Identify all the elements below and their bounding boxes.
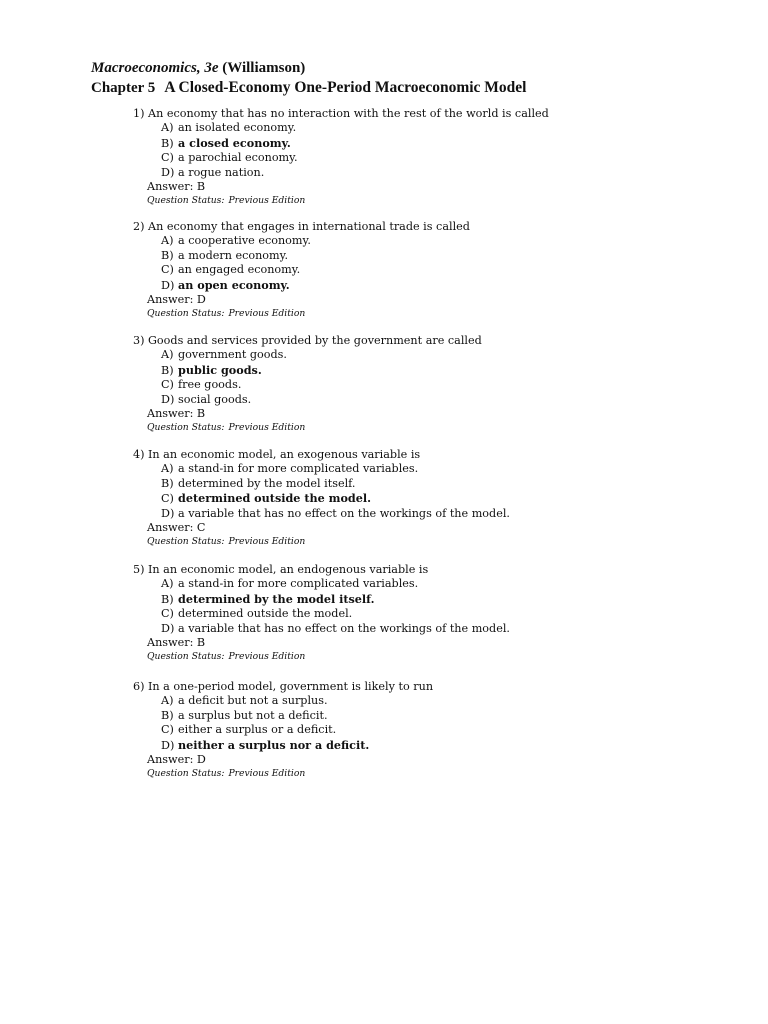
answer-option [161, 263, 553, 277]
option-text: a stand-in for more complicated variables. [178, 462, 419, 476]
option-letter: C) [161, 607, 174, 621]
question-block [133, 448, 553, 549]
question-number: 6) [133, 680, 145, 693]
answer-key: Answer: C [147, 521, 206, 535]
status-label: Question Status: [147, 308, 225, 320]
status-label: Question Status: [147, 536, 225, 548]
status-label: Question Status: [147, 422, 225, 434]
question-text: In an economic model, an endogenous variable is [148, 563, 429, 576]
option-text: an engaged economy. [178, 263, 301, 277]
answer-key: Answer: D [147, 293, 206, 307]
question-number: 1) [133, 107, 145, 120]
status-value: Previous Edition [228, 195, 306, 207]
option-text: social goods. [178, 392, 252, 406]
question-stem [133, 334, 553, 348]
option-letter: D) [161, 621, 175, 635]
answer-option [161, 166, 553, 180]
answer-option [161, 709, 553, 723]
status-label: Question Status: [147, 651, 225, 663]
answer-option [161, 136, 553, 151]
option-letter: A) [161, 234, 174, 248]
question-number: 4) [133, 448, 145, 461]
question-stem [133, 448, 553, 462]
answer-options [133, 577, 553, 636]
option-text: a variable that has no effect on the workings of the model. [178, 506, 510, 520]
book-header [91, 59, 305, 77]
answer-option [161, 234, 553, 248]
option-text: a cooperative economy. [178, 234, 311, 248]
option-letter: B) [161, 708, 174, 722]
answer-option [161, 151, 553, 165]
question-number: 2) [133, 220, 145, 233]
option-text: public goods. [178, 362, 262, 377]
answer-option [161, 363, 553, 378]
status-value: Previous Edition [228, 651, 306, 663]
answer-option [161, 378, 553, 392]
question-text: Goods and services provided by the government are called [148, 334, 482, 347]
option-letter: A) [161, 577, 174, 591]
option-letter: C) [161, 492, 174, 506]
option-letter: A) [161, 121, 174, 135]
status-value: Previous Edition [228, 768, 306, 780]
question-text: An economy that engages in international trade is called [148, 220, 470, 233]
option-letter: D) [161, 278, 175, 292]
option-text: a surplus but not a deficit. [178, 708, 328, 722]
status-value: Previous Edition [228, 536, 306, 548]
answer-key: Answer: B [147, 636, 206, 650]
option-letter: B) [161, 476, 174, 490]
option-letter: D) [161, 738, 175, 752]
question-status [133, 307, 553, 321]
answer-option [161, 622, 553, 636]
answer-option [161, 491, 553, 506]
option-letter: B) [161, 248, 174, 262]
option-letter: A) [161, 348, 174, 362]
answer-option [161, 348, 553, 362]
question-number: 5) [133, 563, 145, 576]
question-block [133, 220, 553, 321]
answer-option [161, 278, 553, 293]
book-author: (Williamson) [222, 60, 306, 76]
question-block [133, 107, 553, 208]
question-text: In a one-period model, government is likely to run [148, 680, 434, 693]
answer-option [161, 249, 553, 263]
question-block [133, 563, 553, 664]
answer-option [161, 694, 553, 708]
answer-option [161, 507, 553, 521]
option-text: government goods. [178, 348, 287, 362]
question-block [133, 680, 553, 781]
answer-option [161, 577, 553, 591]
answer-option [161, 477, 553, 491]
option-text: determined by the model itself. [178, 476, 356, 490]
option-letter: B) [161, 592, 174, 606]
option-text: a parochial economy. [178, 151, 298, 165]
question-status [133, 535, 553, 549]
option-letter: C) [161, 263, 174, 277]
option-text: a deficit but not a surplus. [178, 694, 328, 708]
option-text: an isolated economy. [178, 121, 297, 135]
option-text: an open economy. [178, 277, 290, 292]
question-stem [133, 680, 553, 694]
option-letter: A) [161, 694, 174, 708]
answer-key: Answer: D [147, 753, 206, 767]
question-stem [133, 220, 553, 234]
question-stem [133, 107, 553, 121]
option-text: a rogue nation. [178, 165, 265, 179]
answer-option [161, 462, 553, 476]
option-text: neither a surplus nor a deficit. [178, 737, 370, 752]
question-status [133, 767, 553, 781]
answer-option [161, 607, 553, 621]
answer-options [133, 694, 553, 753]
option-text: determined outside the model. [178, 491, 372, 506]
answer-options [133, 348, 553, 407]
answer-key: Answer: B [147, 180, 206, 194]
option-text: a variable that has no effect on the workings of the model. [178, 621, 510, 635]
option-letter: D) [161, 392, 175, 406]
option-letter: D) [161, 506, 175, 520]
status-value: Previous Edition [228, 422, 306, 434]
question-number: 3) [133, 334, 145, 347]
answer-options [133, 121, 553, 180]
question-status [133, 421, 553, 435]
status-label: Question Status: [147, 195, 225, 207]
answer-key: Answer: B [147, 407, 206, 421]
option-text: determined outside the model. [178, 607, 353, 621]
chapter-header [91, 78, 527, 98]
question-stem [133, 563, 553, 577]
chapter-label: Chapter 5 [91, 80, 156, 96]
status-value: Previous Edition [228, 308, 306, 320]
chapter-title: A Closed-Economy One-Period Macroeconomic Model [164, 79, 527, 96]
option-letter: C) [161, 723, 174, 737]
option-text: determined by the model itself. [178, 591, 375, 606]
option-letter: C) [161, 378, 174, 392]
answer-option [161, 592, 553, 607]
answer-options [133, 234, 553, 293]
question-status [133, 194, 553, 208]
option-text: either a surplus or a deficit. [178, 723, 337, 737]
answer-option [161, 393, 553, 407]
option-text: a stand-in for more complicated variables. [178, 577, 419, 591]
option-text: a modern economy. [178, 248, 289, 262]
answer-option [161, 121, 553, 135]
option-letter: A) [161, 462, 174, 476]
status-label: Question Status: [147, 768, 225, 780]
question-status [133, 650, 553, 664]
answer-option [161, 723, 553, 737]
option-text: free goods. [178, 378, 242, 392]
question-text: An economy that has no interaction with the rest of the world is called [148, 107, 549, 120]
option-text: a closed economy. [178, 135, 291, 150]
answer-options [133, 462, 553, 521]
question-text: In an economic model, an exogenous variable is [148, 448, 421, 461]
option-letter: D) [161, 165, 175, 179]
question-block [133, 334, 553, 435]
option-letter: C) [161, 151, 174, 165]
option-letter: B) [161, 363, 174, 377]
book-title: Macroeconomics, 3e [91, 60, 219, 76]
answer-option [161, 738, 553, 753]
option-letter: B) [161, 136, 174, 150]
